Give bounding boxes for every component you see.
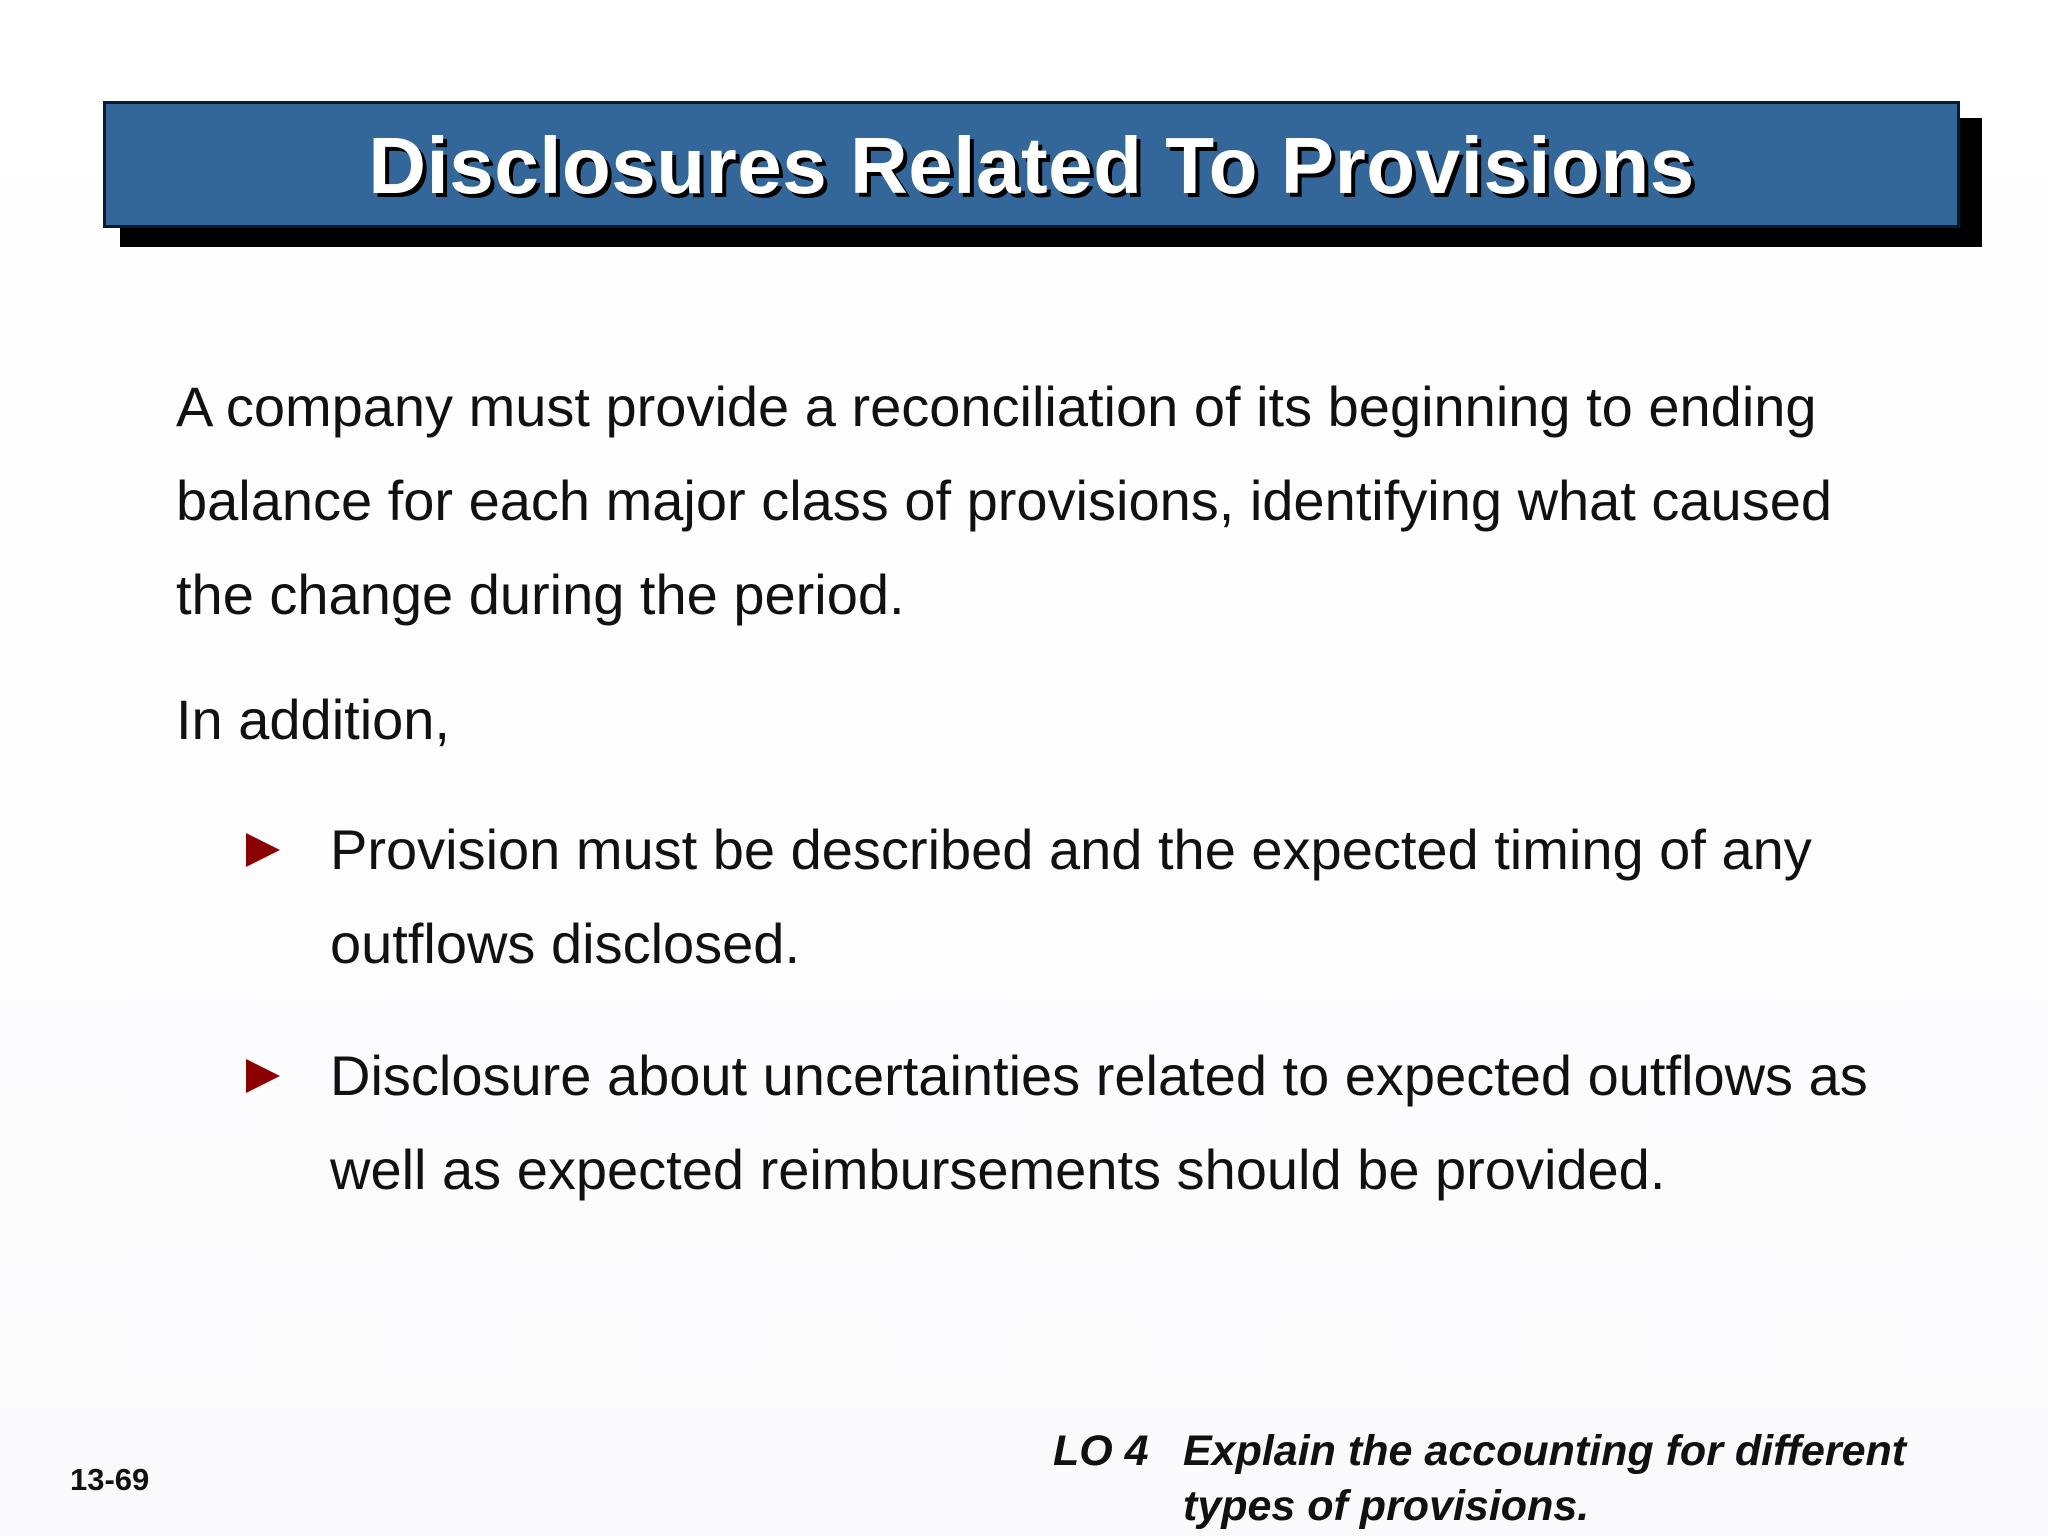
learning-objective-text-1: Explain the accounting for different	[1183, 1427, 1907, 1475]
right-triangle-bullet-icon	[246, 1059, 280, 1093]
slide-title: Disclosures Related To Provisions	[368, 120, 1695, 210]
bullet-text: Provision must be described and the expected timing of any outflows disclosed.	[330, 818, 1812, 975]
title-bar	[103, 101, 1960, 228]
page-number: 13-69	[70, 1462, 150, 1497]
learning-objective-line-1	[1053, 1424, 1906, 1479]
learning-objective	[1053, 1424, 1906, 1534]
learning-objective-text-2: types of provisions.	[1183, 1482, 1590, 1530]
learning-objective-label: LO 4	[1053, 1427, 1149, 1475]
intro-paragraph: A company must provide a reconciliation of its beginning to ending balance for each major class of provisions, identifying what caused the change during the period.	[176, 375, 1832, 626]
bullet-text: Disclosure about uncertainties related to expected outflows as well as expected reimbursements should be provided.	[330, 1044, 1868, 1201]
right-triangle-bullet-icon	[246, 833, 280, 867]
in-addition-text: In addition,	[176, 688, 450, 751]
